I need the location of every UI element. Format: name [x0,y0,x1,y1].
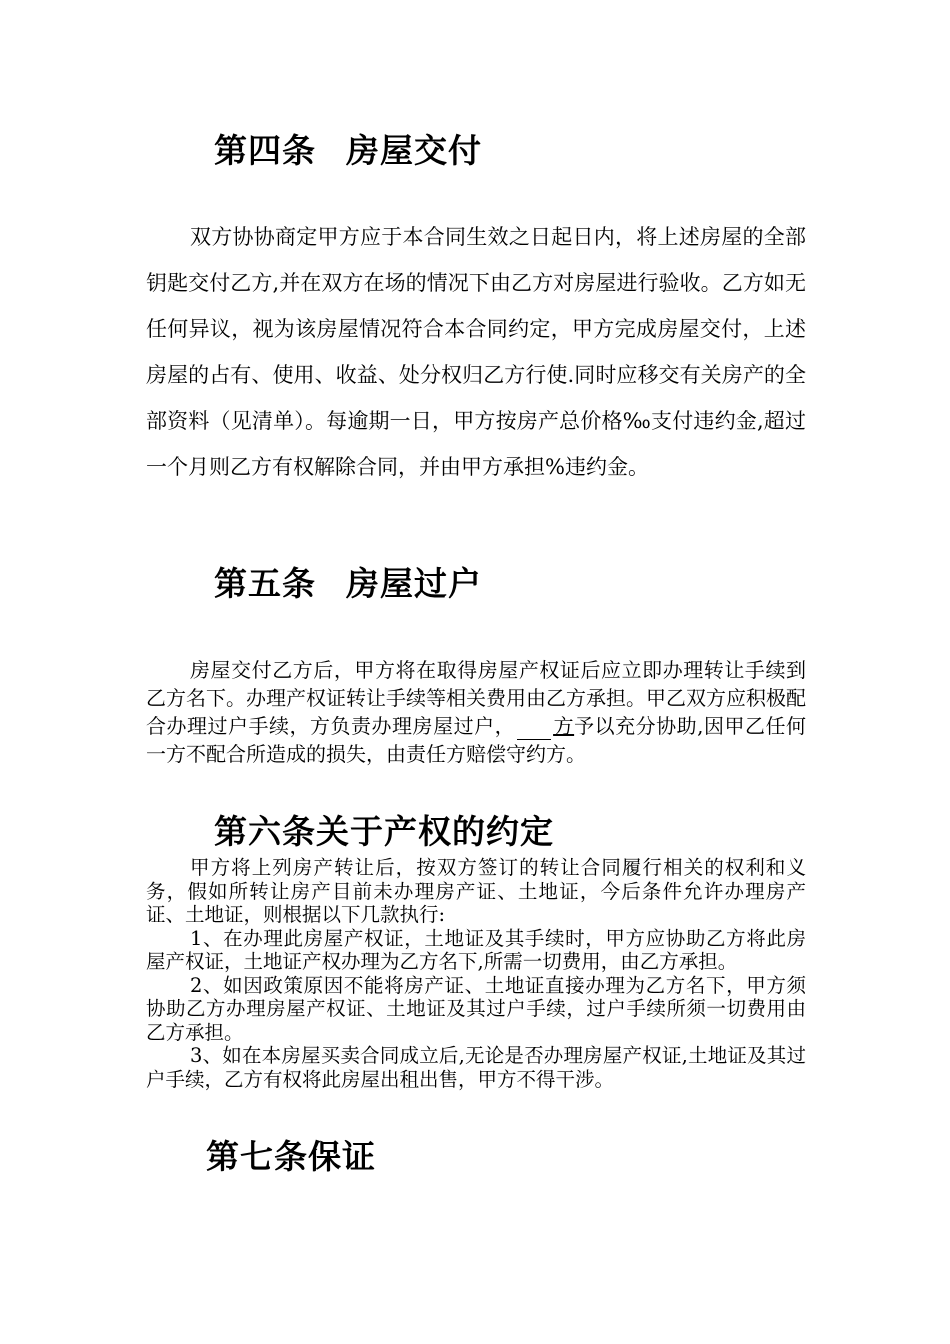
section-6-heading: 第六条关于产权的约定 [214,812,554,851]
section-4-title: 房屋交付 [346,131,482,170]
section-7-heading: 第七条保证 [206,1137,376,1176]
section-4-heading [214,131,482,171]
section-4-number: 第四条 [214,131,316,170]
section-5-body-part2: 予以充分协助,因甲乙任何一方不配合所造成的损失，由责任方赔偿守约方。 [146,714,807,766]
section-5-underlined-party: 方 [553,714,575,738]
blank-underline [517,717,551,740]
section-6-item-3: 3、如在本房屋买卖合同成立后,无论是否办理房屋产权证,土地证及其过户手续，乙方有权将此房屋出租出售，甲方不得干涉。 [146,1044,806,1091]
section-5-body-part1: 房屋交付乙方后，甲方将在取得房屋产权证后应立即办理转让手续到乙方名下。办理产权证转让手续等相关费用由乙方承担。甲乙双方应积极配合办理过户手续，方负责办理房屋过户， [146,658,806,738]
section-6-intro: 甲方将上列房产转让后，按双方签订的转让合同履行相关的权利和义务，假如所转让房产目前未办理房产证、土地证，今后条件允许办理房产证、土地证，则根据以下几款执行: [146,856,806,926]
section-6-body [146,856,806,1091]
section-6-item-2: 2、如因政策原因不能将房产证、土地证直接办理为乙方名下，甲方须协助乙方办理房屋产权证、土地证及其过户手续，过户手续所须一切费用由乙方承担。 [146,973,806,1044]
section-5-heading [214,564,482,604]
section-5-body [146,656,806,768]
section-6-item-1: 1、在办理此房屋产权证，土地证及其手续时，甲方应协助乙方将此房屋产权证，土地证产权办理为乙方名下,所需一切费用，由乙方承担。 [146,926,806,973]
section-5-title: 房屋过户 [346,564,482,603]
section-4-body: 双方协协商定甲方应于本合同生效之日起日内，将上述房屋的全部钥匙交付乙方,并在双方在场的情况下由乙方对房屋进行验收。乙方如无任何异议，视为该房屋情况符合本合同约定，甲方完成房屋交付，上述房屋的占有、使用、收益、处分权归乙方行使.同时应移交有关房产的全部资料（见清单）。每逾期一日，甲方按房产总价格‰支付违约金,超过一个月则乙方有权解除合同，并由甲方承担%违约金。 [146,225,806,479]
section-5-number: 第五条 [214,564,316,603]
